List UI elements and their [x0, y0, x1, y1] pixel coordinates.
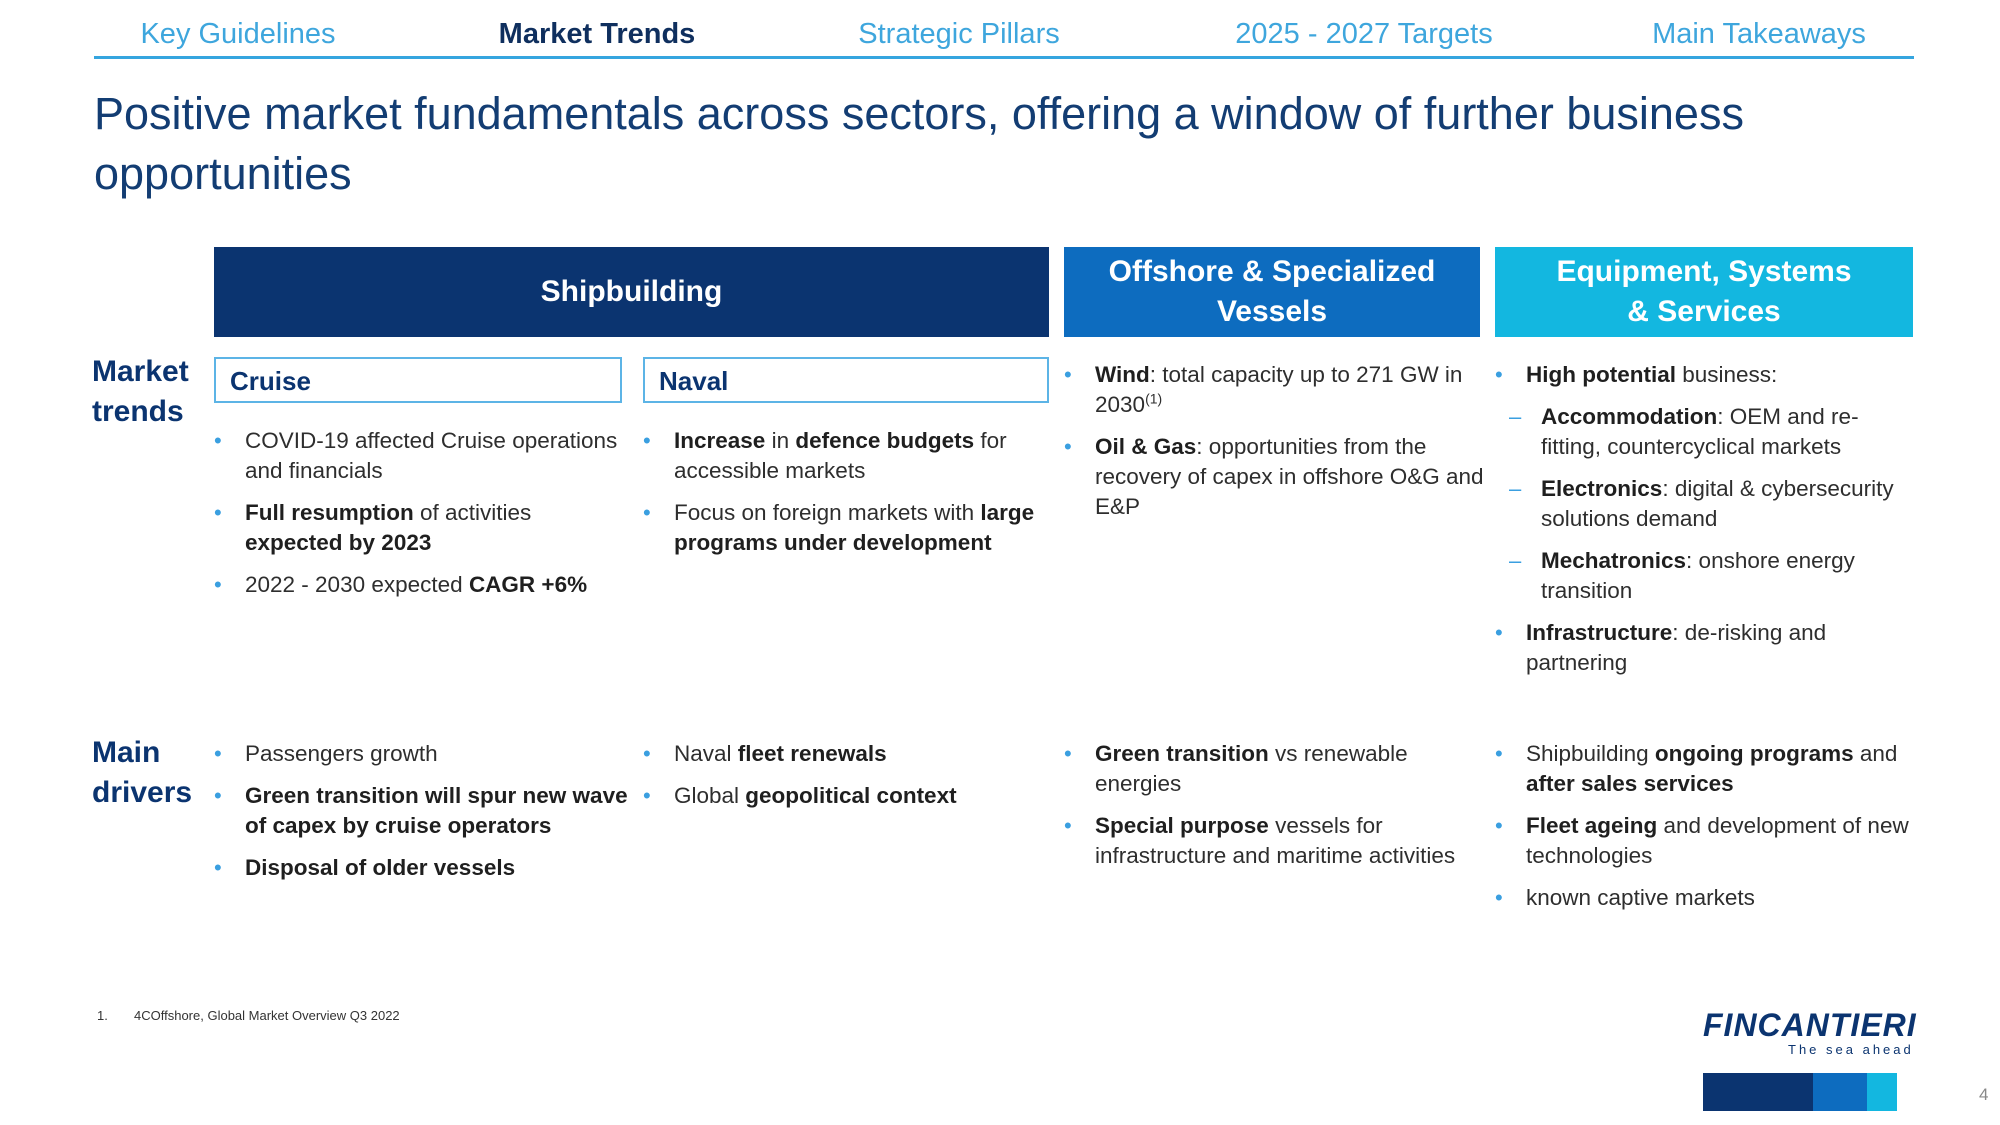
row-label-main-drivers-line2: drivers [92, 776, 193, 809]
bullet-bold: ongoing programs [1654, 741, 1854, 766]
bullet-text: : OEM and re-fitting, countercyclical markets [1541, 404, 1859, 459]
list-item [643, 426, 1053, 486]
market-trends-naval-list [643, 426, 1053, 570]
bullet-bold: Mechatronics [1541, 548, 1687, 573]
market-trends-equipment-list [1495, 360, 1915, 690]
header-equipment-line1: Equipment, Systems [1556, 255, 1852, 288]
bullet-bold: geopolitical context [745, 783, 957, 808]
row-label-market-trends [92, 352, 189, 432]
nav-2025-2027-targets[interactable]: 2025 - 2027 Targets [1235, 18, 1493, 50]
footnote-number: 1. [97, 1008, 108, 1023]
header-offshore [1064, 247, 1480, 337]
bullet-bold: Wind [1095, 362, 1150, 387]
header-shipbuilding [214, 247, 1049, 337]
logo-tagline: The sea ahead [1788, 1042, 1914, 1057]
bullet-bold: Green transition will spur new wave of capex by cruise operators [245, 783, 628, 838]
bullet-text: vs renewable energies [1095, 741, 1408, 796]
bullet-text: Shipbuilding [1526, 741, 1655, 766]
logo-bar-mid-segment [1813, 1073, 1867, 1111]
header-equipment-line2: & Services [1627, 295, 1781, 328]
bullet-bold: defence budgets [795, 428, 975, 453]
bullet-bold: Disposal of older vessels [245, 855, 516, 880]
main-drivers-offshore-list [1064, 739, 1484, 883]
market-trends-offshore-list [1064, 360, 1484, 534]
list-item [1064, 432, 1484, 522]
top-navigation [94, 14, 1914, 59]
bullet-text: : de-risking and partnering [1526, 620, 1827, 675]
bullet-text: Passengers growth [245, 741, 438, 766]
list-item [643, 498, 1053, 558]
list-subitem [1495, 402, 1915, 462]
list-item [643, 739, 1053, 769]
bullet-text: : digital & cybersecurity solutions demand [1541, 476, 1894, 531]
bullet-text: known captive markets [1526, 885, 1755, 910]
subheader-naval: Naval [643, 357, 1049, 403]
bullet-text: 2022 - 2030 expected [245, 572, 469, 597]
bullet-bold: High potential [1526, 362, 1676, 387]
market-trends-cruise-list [214, 426, 629, 612]
list-subitem [1495, 474, 1915, 534]
bullet-bold: after sales services [1526, 771, 1734, 796]
row-label-main-drivers-line1: Main [92, 736, 161, 769]
list-item [1495, 618, 1915, 678]
slide-title: Positive market fundamentals across sectors, offering a window of further business opportunities [94, 88, 1744, 199]
bullet-bold: Fleet ageing [1526, 813, 1658, 838]
row-label-market-trends-line1: Market [92, 355, 189, 388]
logo-bar-dark-segment [1703, 1073, 1813, 1111]
page-number: 4 [1979, 1085, 1989, 1104]
list-item [214, 739, 629, 769]
nav-main-takeaways[interactable]: Main Takeaways [1652, 18, 1866, 50]
bullet-bold: Special purpose [1095, 813, 1269, 838]
bullet-bold: Electronics [1541, 476, 1663, 501]
bullet-text: business: [1676, 362, 1778, 387]
header-shipbuilding-label: Shipbuilding [540, 275, 723, 308]
bullet-text: Global [674, 783, 746, 808]
bullet-bold: expected by 2023 [245, 530, 432, 555]
main-drivers-cruise-list [214, 739, 629, 895]
bullet-text: : opportunities from the recovery of capex in offshore O&G and E&P [1095, 434, 1484, 519]
list-item [1064, 811, 1484, 871]
nav-strategic-pillars[interactable]: Strategic Pillars [858, 18, 1060, 50]
list-item [1064, 360, 1484, 420]
bullet-text: for accessible markets [674, 428, 1007, 483]
list-item [214, 570, 629, 600]
bullet-text: and [1853, 741, 1898, 766]
logo-color-bar [1703, 1073, 1897, 1111]
list-item [1495, 883, 1915, 913]
logo-bar-light-segment [1867, 1073, 1897, 1111]
bullet-bold: Full resumption [245, 500, 414, 525]
row-label-market-trends-line2: trends [92, 395, 184, 428]
main-drivers-equipment-list [1495, 739, 1915, 925]
bullet-text: vessels for infrastructure and maritime activities [1095, 813, 1456, 868]
bullet-bold: Green transition [1095, 741, 1269, 766]
bullet-bold: CAGR +6% [468, 572, 588, 597]
nav-market-trends[interactable]: Market Trends [498, 18, 696, 50]
footnote [97, 1008, 400, 1023]
list-item [214, 781, 629, 841]
list-item [1495, 360, 1915, 390]
bullet-bold: Accommodation [1541, 404, 1718, 429]
list-item [643, 781, 1053, 811]
bullet-text: Naval [674, 741, 738, 766]
row-label-main-drivers [92, 733, 192, 813]
main-drivers-naval-list [643, 739, 1053, 823]
header-offshore-line1: Offshore & Specialized [1108, 255, 1436, 288]
bullet-text: Focus on foreign markets with [674, 500, 981, 525]
list-item [214, 426, 629, 486]
list-subitem [1495, 546, 1915, 606]
bullet-bold: Infrastructure [1526, 620, 1673, 645]
bullet-bold: Oil & Gas [1095, 434, 1197, 459]
bullet-bold: large programs under development [674, 500, 1035, 555]
list-item [1495, 811, 1915, 871]
list-item [1064, 739, 1484, 799]
list-item [214, 498, 629, 558]
nav-key-guidelines[interactable]: Key Guidelines [140, 18, 336, 50]
list-item [214, 853, 629, 883]
bullet-text: and development of new technologies [1526, 813, 1909, 868]
bullet-text: : onshore energy transition [1541, 548, 1855, 603]
bullet-text: COVID-19 affected Cruise operations and financials [245, 428, 618, 483]
header-equipment [1495, 247, 1913, 337]
bullet-text: : total capacity up to 271 GW in 2030 [1095, 362, 1463, 417]
fincantieri-logo: FINCANTIERI [1703, 1007, 1917, 1043]
footnote-ref: (1) [1145, 390, 1163, 407]
list-item [1495, 739, 1915, 799]
bullet-bold: Increase [674, 428, 766, 453]
footnote-text: 4COffshore, Global Market Overview Q3 2022 [134, 1008, 400, 1023]
bullet-text: in [765, 428, 796, 453]
header-offshore-line2: Vessels [1216, 295, 1328, 328]
bullet-text: of activities [413, 500, 532, 525]
bullet-bold: fleet renewals [737, 741, 887, 766]
subheader-cruise: Cruise [214, 357, 622, 403]
